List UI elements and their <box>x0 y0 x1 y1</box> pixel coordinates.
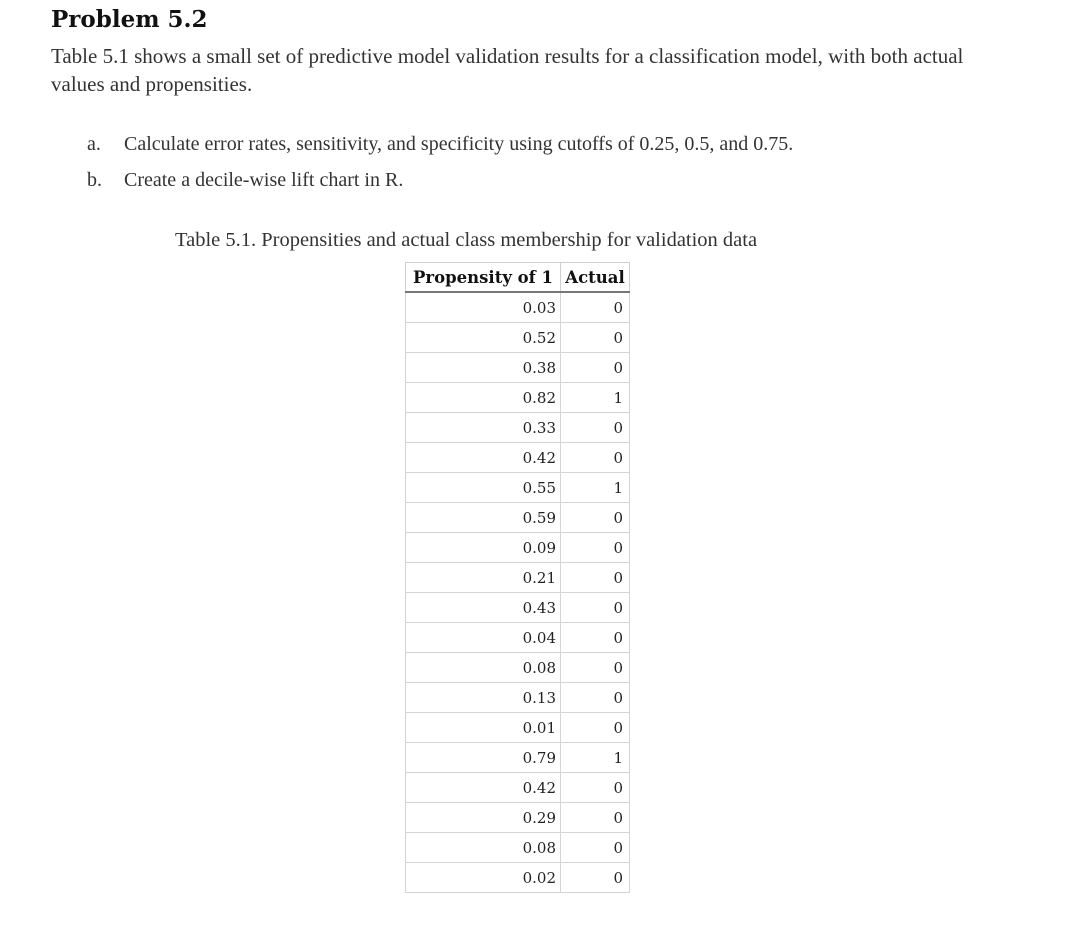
propensity-cell: 0.79 <box>406 743 561 773</box>
actual-cell: 0 <box>561 503 630 533</box>
propensity-cell: 0.09 <box>406 533 561 563</box>
propensity-cell: 0.55 <box>406 473 561 503</box>
propensity-cell: 0.29 <box>406 803 561 833</box>
propensity-cell: 0.08 <box>406 653 561 683</box>
actual-cell: 0 <box>561 803 630 833</box>
actual-cell: 0 <box>561 563 630 593</box>
task-text: Calculate error rates, sensitivity, and specificity using cutoffs of 0.25, 0.5, and 0.75. <box>124 133 794 155</box>
actual-cell: 0 <box>561 623 630 653</box>
actual-cell: 0 <box>561 833 630 863</box>
validation-table <box>405 262 630 893</box>
actual-cell: 0 <box>561 413 630 443</box>
propensity-cell: 0.02 <box>406 863 561 893</box>
task-item-b <box>51 166 1011 202</box>
actual-cell: 0 <box>561 353 630 383</box>
actual-cell: 0 <box>561 593 630 623</box>
propensity-cell: 0.42 <box>406 443 561 473</box>
propensity-cell: 0.43 <box>406 593 561 623</box>
propensity-cell: 0.33 <box>406 413 561 443</box>
table-row <box>406 623 630 653</box>
actual-cell: 1 <box>561 473 630 503</box>
propensity-cell: 0.04 <box>406 623 561 653</box>
task-marker: b. <box>87 169 102 191</box>
task-text: Create a decile-wise lift chart in R. <box>124 169 404 191</box>
table-row <box>406 383 630 413</box>
table-row <box>406 803 630 833</box>
table-row <box>406 323 630 353</box>
propensity-cell: 0.42 <box>406 773 561 803</box>
propensity-cell: 0.82 <box>406 383 561 413</box>
table-row <box>406 593 630 623</box>
task-marker: a. <box>87 133 101 155</box>
table-row <box>406 713 630 743</box>
table-row <box>406 773 630 803</box>
table-row <box>406 683 630 713</box>
propensity-cell: 0.38 <box>406 353 561 383</box>
column-header-actual: Actual <box>561 263 630 293</box>
task-list <box>51 130 1011 202</box>
actual-cell: 0 <box>561 713 630 743</box>
actual-cell: 0 <box>561 653 630 683</box>
table-row <box>406 503 630 533</box>
actual-cell: 0 <box>561 443 630 473</box>
propensity-cell: 0.03 <box>406 292 561 323</box>
table-row <box>406 473 630 503</box>
table-row <box>406 653 630 683</box>
actual-cell: 0 <box>561 323 630 353</box>
table-caption: Table 5.1. Propensities and actual class membership for validation data <box>175 229 758 251</box>
table-body <box>406 292 630 893</box>
actual-cell: 0 <box>561 863 630 893</box>
column-header-propensity: Propensity of 1 <box>406 263 561 293</box>
table-row <box>406 863 630 893</box>
table-row <box>406 353 630 383</box>
actual-cell: 0 <box>561 773 630 803</box>
propensity-cell: 0.13 <box>406 683 561 713</box>
table-row <box>406 833 630 863</box>
propensity-cell: 0.01 <box>406 713 561 743</box>
task-item-a <box>51 130 1011 166</box>
actual-cell: 1 <box>561 383 630 413</box>
problem-intro: Table 5.1 shows a small set of predictive model validation results for a classification model, with both actual values and propensities. <box>51 44 964 96</box>
propensity-cell: 0.08 <box>406 833 561 863</box>
table-row <box>406 413 630 443</box>
propensity-cell: 0.52 <box>406 323 561 353</box>
table-row <box>406 743 630 773</box>
propensity-cell: 0.21 <box>406 563 561 593</box>
table-row <box>406 443 630 473</box>
propensity-cell: 0.59 <box>406 503 561 533</box>
table-row <box>406 563 630 593</box>
actual-cell: 0 <box>561 683 630 713</box>
table-row <box>406 533 630 563</box>
table-row <box>406 292 630 323</box>
actual-cell: 0 <box>561 533 630 563</box>
actual-cell: 1 <box>561 743 630 773</box>
problem-title: Problem 5.2 <box>51 6 208 33</box>
actual-cell: 0 <box>561 292 630 323</box>
table-header-row <box>406 263 630 293</box>
